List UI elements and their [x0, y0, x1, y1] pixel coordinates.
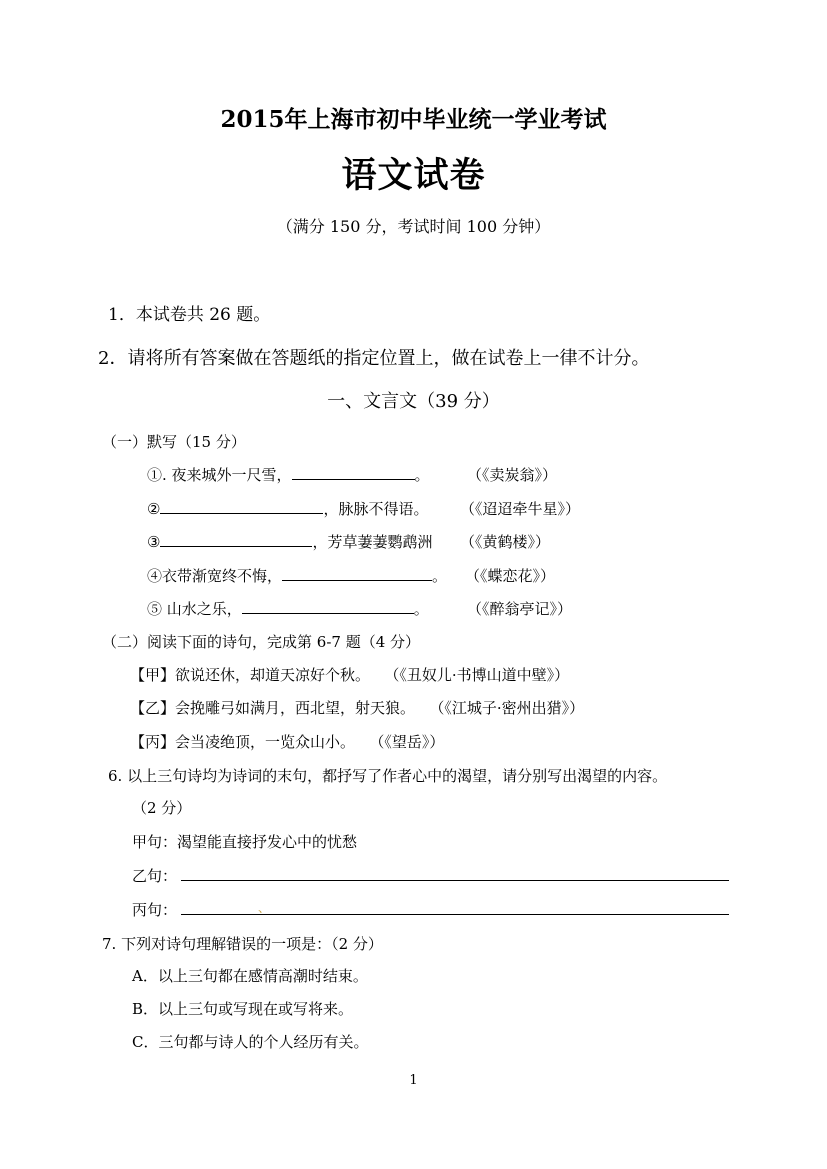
poem-jia: [130, 664, 569, 685]
dictation-source-3: （《黄鹤楼》）: [460, 533, 551, 551]
poem-source: （《望岳》）: [369, 733, 445, 751]
question-6-label-bing: 丙句：: [132, 901, 178, 919]
answer-line-yi[interactable]: [181, 880, 729, 881]
answer-blank[interactable]: [282, 566, 432, 581]
question-6-label-yi: 乙句：: [132, 867, 178, 885]
paper-title: 语文试卷: [341, 155, 486, 196]
question-6-score: （2 分）: [132, 799, 192, 817]
part1-heading: （一）默写（15 分）: [102, 433, 246, 451]
poem-yi: [130, 697, 584, 718]
item-prefix: ②: [147, 500, 161, 518]
answer-blank[interactable]: [292, 465, 415, 480]
dictation-source-1: （《卖炭翁》）: [467, 466, 558, 484]
poem-line: 【乙】会挽雕弓如满月，西北望，射天狼。: [130, 699, 416, 717]
dictation-source-2: （《迢迢牵牛星》）: [460, 500, 581, 518]
item-suffix: 。: [414, 466, 430, 484]
answer-blank[interactable]: [160, 499, 323, 514]
answer-blank[interactable]: [242, 599, 414, 614]
item-suffix: ，脉脉不得语。: [323, 500, 429, 518]
question-6-answer-jia: 甲句：渴望能直接抒发心中的忧愁: [132, 833, 358, 851]
poem-line: 【甲】欲说还休，却道天凉好个秋。: [130, 666, 371, 684]
exam-title: 2015年上海市初中毕业统一学业考试: [220, 106, 607, 133]
item-prefix: ①. 夜来城外一尺雪，: [147, 466, 292, 484]
item-prefix: ⑤ 山水之乐，: [147, 600, 242, 618]
item-prefix: ④衣带渐宽终不悔，: [147, 567, 283, 585]
poem-line: 【丙】会当凌绝顶，一览众山小。: [130, 733, 356, 751]
page-number: 1: [409, 1073, 418, 1088]
item-suffix: ，芳草萋萋鹦鹉洲: [312, 533, 433, 551]
question-7-stem: 7. 下列对诗句理解错误的一项是：（2 分）: [102, 935, 383, 953]
note-1: 1．本试卷共 26 题。: [108, 305, 271, 325]
section-heading: 一、文言文（39 分）: [327, 391, 500, 412]
item-suffix: 。: [413, 600, 429, 618]
item-suffix: 。: [432, 567, 448, 585]
dictation-item-4: [147, 565, 447, 586]
poem-source: （《丑奴儿·书博山道中壁》）: [384, 666, 570, 684]
exam-info: （满分 150 分，考试时间 100 分钟）: [276, 217, 551, 236]
part2-heading: （二）阅读下面的诗句，完成第 6-7 题（4 分）: [102, 633, 421, 651]
option-b: B．以上三句或写现在或写将来。: [132, 1000, 354, 1018]
dictation-source-5: （《醉翁亭记》）: [467, 600, 573, 618]
poem-source: （《江城子·密州出猎》）: [429, 699, 585, 717]
pen-mark: 、: [258, 901, 271, 915]
dictation-item-3: [147, 531, 432, 552]
poem-bing: [130, 731, 444, 752]
dictation-item-2: [147, 498, 428, 519]
dictation-item-1: [147, 464, 430, 485]
dictation-source-4: （《蝶恋花》）: [465, 567, 556, 585]
item-prefix: ③: [147, 533, 161, 551]
option-c: C．三句都与诗人的个人经历有关。: [132, 1033, 369, 1051]
answer-blank[interactable]: [160, 532, 312, 547]
note-2: 2．请将所有答案做在答题纸的指定位置上，做在试卷上一律不计分。: [98, 348, 650, 369]
question-6-stem: 6. 以上三句诗均为诗词的末句，都抒写了作者心中的渴望，请分别写出渴望的内容。: [108, 767, 668, 785]
option-a: A．以上三句都在感情高潮时结束。: [132, 967, 368, 985]
dictation-item-5: [147, 598, 429, 619]
